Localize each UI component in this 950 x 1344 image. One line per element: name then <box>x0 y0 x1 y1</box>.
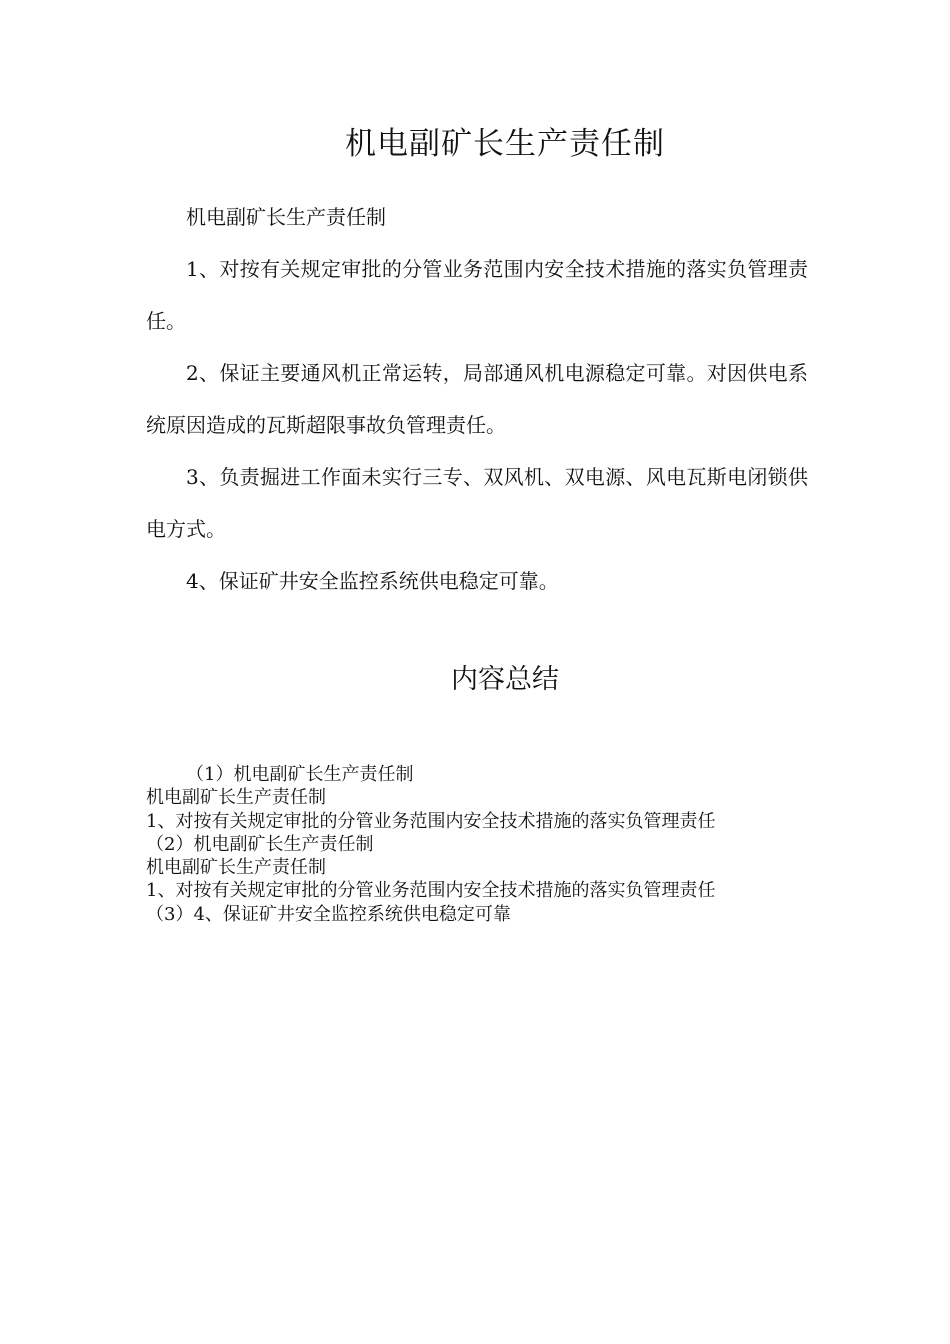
summary-line: （1）机电副矿长生产责任制 <box>186 764 414 785</box>
paragraph-item-3: 3、负责掘进工作面未实行三专、双风机、双电源、风电瓦斯电闭锁供电方式。 <box>146 465 808 541</box>
summary-line: 机电副矿长生产责任制 <box>146 787 326 809</box>
paragraph-heading: 机电副矿长生产责任制 <box>186 205 386 229</box>
document-body <box>146 191 808 607</box>
summary-title: 内容总结 <box>451 664 559 695</box>
paragraph-item-2: 2、保证主要通风机正常运转，局部通风机电源稳定可靠。对因供电系统原因造成的瓦斯超限事故负管理责任。 <box>146 361 808 437</box>
paragraph-item-4: 4、保证矿井安全监控系统供电稳定可靠。 <box>186 569 559 593</box>
summary-line: 1、对按有关规定审批的分管业务范围内安全技术措施的落实负管理责任 <box>146 810 716 832</box>
paragraph-item-1: 1、对按有关规定审批的分管业务范围内安全技术措施的落实负管理责任。 <box>146 257 808 333</box>
summary-block <box>146 763 846 926</box>
summary-line: 1、对按有关规定审批的分管业务范围内安全技术措施的落实负管理责任 <box>146 880 716 902</box>
summary-line: （3）4、保证矿井安全监控系统供电稳定可靠 <box>146 903 511 925</box>
summary-line: （2）机电副矿长生产责任制 <box>146 833 374 855</box>
summary-line: 机电副矿长生产责任制 <box>146 857 326 879</box>
document-title: 机电副矿长生产责任制 <box>345 126 665 162</box>
